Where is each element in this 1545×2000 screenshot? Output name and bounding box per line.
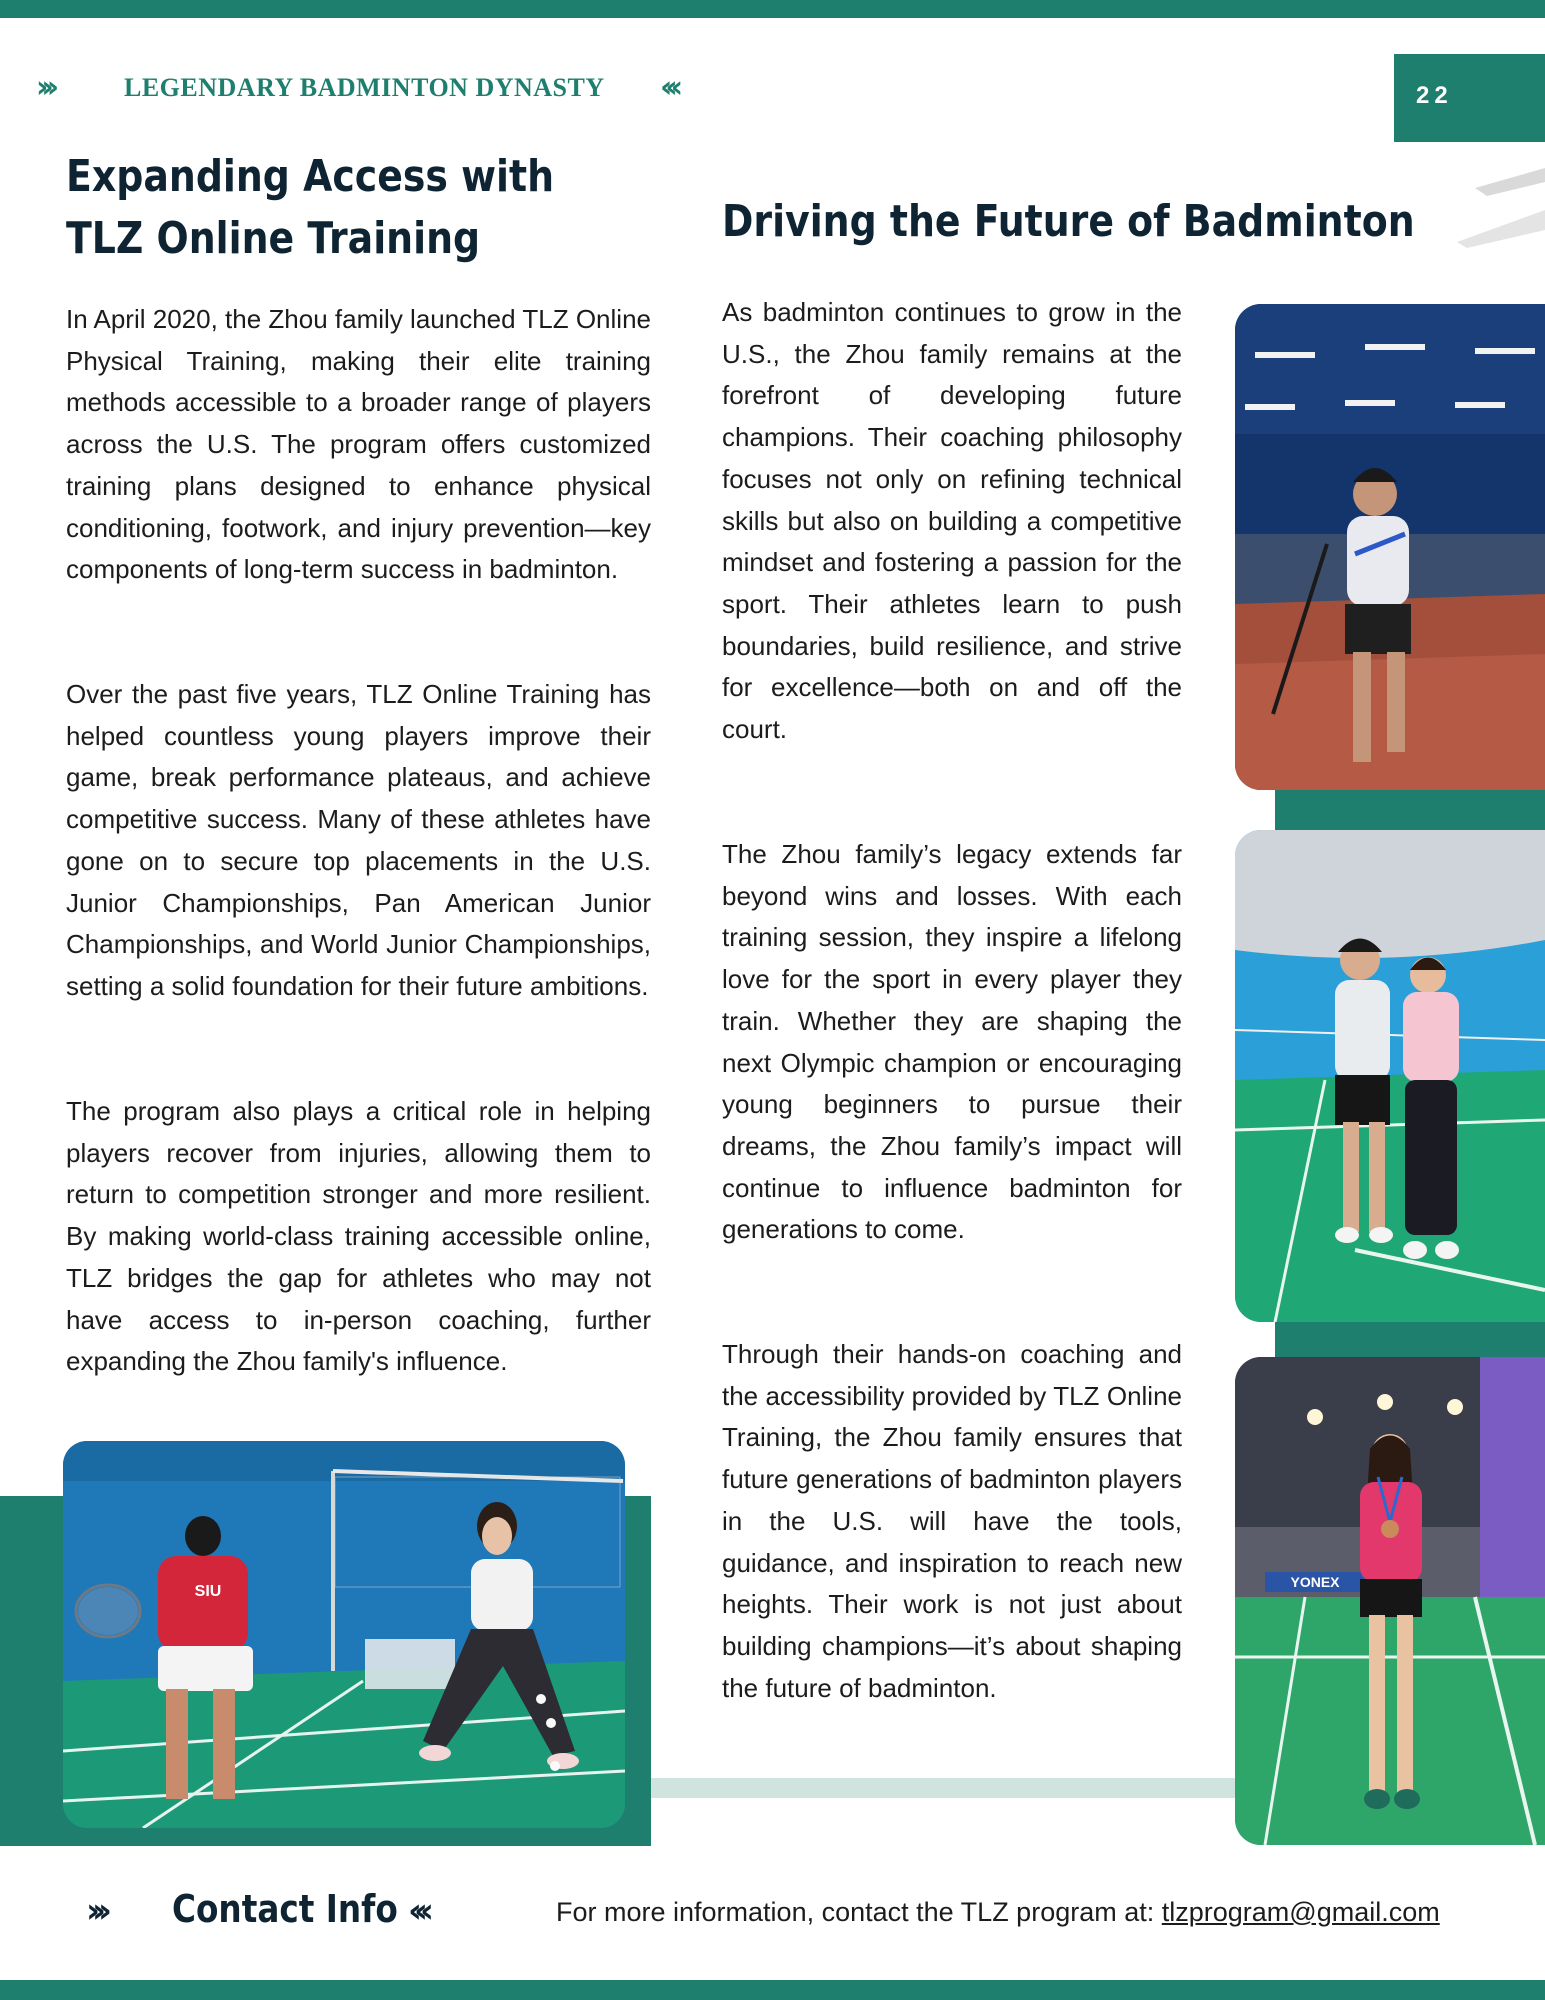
left-paragraph-1: In April 2020, the Zhou family launched TLZ Online Physical Training, making their elite training methods accessible to a broader range of players across the U.S. The program offers customized training plans designed to enhance physical conditioning, footwork, and injury prevention—key components of long-term success in badminton. xyxy=(66,304,651,585)
header-left-chevrons-icon: ››› xyxy=(36,70,53,105)
right-paragraph-3: Through their hands-on coaching and the accessibility provided by TLZ Online Training, the Zhou family ensures that future generations of badminton players in the U.S. will have the tools, guidance, and inspiration to reach new heights. Their work is not just about building champions—it’s about shaping the future of badminton. xyxy=(722,1339,1182,1703)
header-title: LEGENDARY BADMINTON DYNASTY xyxy=(124,73,605,102)
header-right-chevrons-icon: ‹‹‹ xyxy=(660,70,677,105)
right-paragraph-2: The Zhou family’s legacy extends far beyond wins and losses. With each training session, they inspire a lifelong love for the sport in every player they train. Whether they are shaping the next Olympic champion or encouraging young beginners to pursue their dreams, the Zhou family’s impact will continue to influence badminton for generations to come. xyxy=(722,839,1182,1245)
player-celebrating-photo xyxy=(1235,304,1545,790)
player-with-medal-photo xyxy=(1235,1357,1545,1845)
page-number: 22 xyxy=(1416,82,1453,109)
left-paragraph-3: The program also plays a critical role in helping players recover from injuries, allowing them to return to competition stronger and more resilient. By making world-class training accessible online, TLZ bridges the gap for athletes who may not have access to in-person coaching, further expanding the Zhou family's influence. xyxy=(66,1096,651,1377)
contact-text xyxy=(556,1895,1440,1929)
contact-left-chevrons-icon: ››› xyxy=(86,1891,105,1931)
right-photo-green-spacer-2 xyxy=(1275,1322,1545,1357)
jersey-text: SIU xyxy=(194,1583,222,1600)
left-column-heading: Expanding Access with TLZ Online Training xyxy=(66,151,555,264)
contact-email-link[interactable]: tlzprogram@gmail.com xyxy=(1161,1897,1440,1927)
right-photo-green-spacer-1 xyxy=(1275,790,1545,830)
contact-right-chevrons-icon: ‹‹‹ xyxy=(408,1891,427,1931)
coaching-session-photo xyxy=(63,1441,625,1828)
light-divider-strip xyxy=(651,1778,1235,1798)
decorative-slash-shapes xyxy=(1455,160,1545,260)
top-accent-bar xyxy=(0,0,1545,18)
right-column-heading: Driving the Future of Badminton xyxy=(722,196,1415,247)
player-with-coach-photo xyxy=(1235,830,1545,1322)
contact-title: Contact Info xyxy=(172,1887,398,1931)
bottom-accent-bar xyxy=(0,1980,1545,2000)
left-paragraph-2: Over the past five years, TLZ Online Training has helped countless young players improve their game, break performance plateaus, and achieve competitive success. Many of these athletes have gone on to secure top placements in the U.S. Junior Championships, Pan American Junior Championships, and World Junior Championships, setting a solid foundation for their future ambitions. xyxy=(66,679,651,1001)
yonex-banner-text: YONEX xyxy=(1290,1574,1340,1590)
right-paragraph-1: As badminton continues to grow in the U.S., the Zhou family remains at the forefront of developing future champions. Their coaching philosophy focuses not only on refining technical skills but also on building a competitive mindset and fostering a passion for the sport. Their athletes learn to push boundaries, build resilience, and strive for excellence—both on and off the court. xyxy=(722,297,1182,745)
page-number-tab xyxy=(1394,54,1545,142)
contact-description: For more information, contact the TLZ program at: xyxy=(556,1897,1162,1927)
